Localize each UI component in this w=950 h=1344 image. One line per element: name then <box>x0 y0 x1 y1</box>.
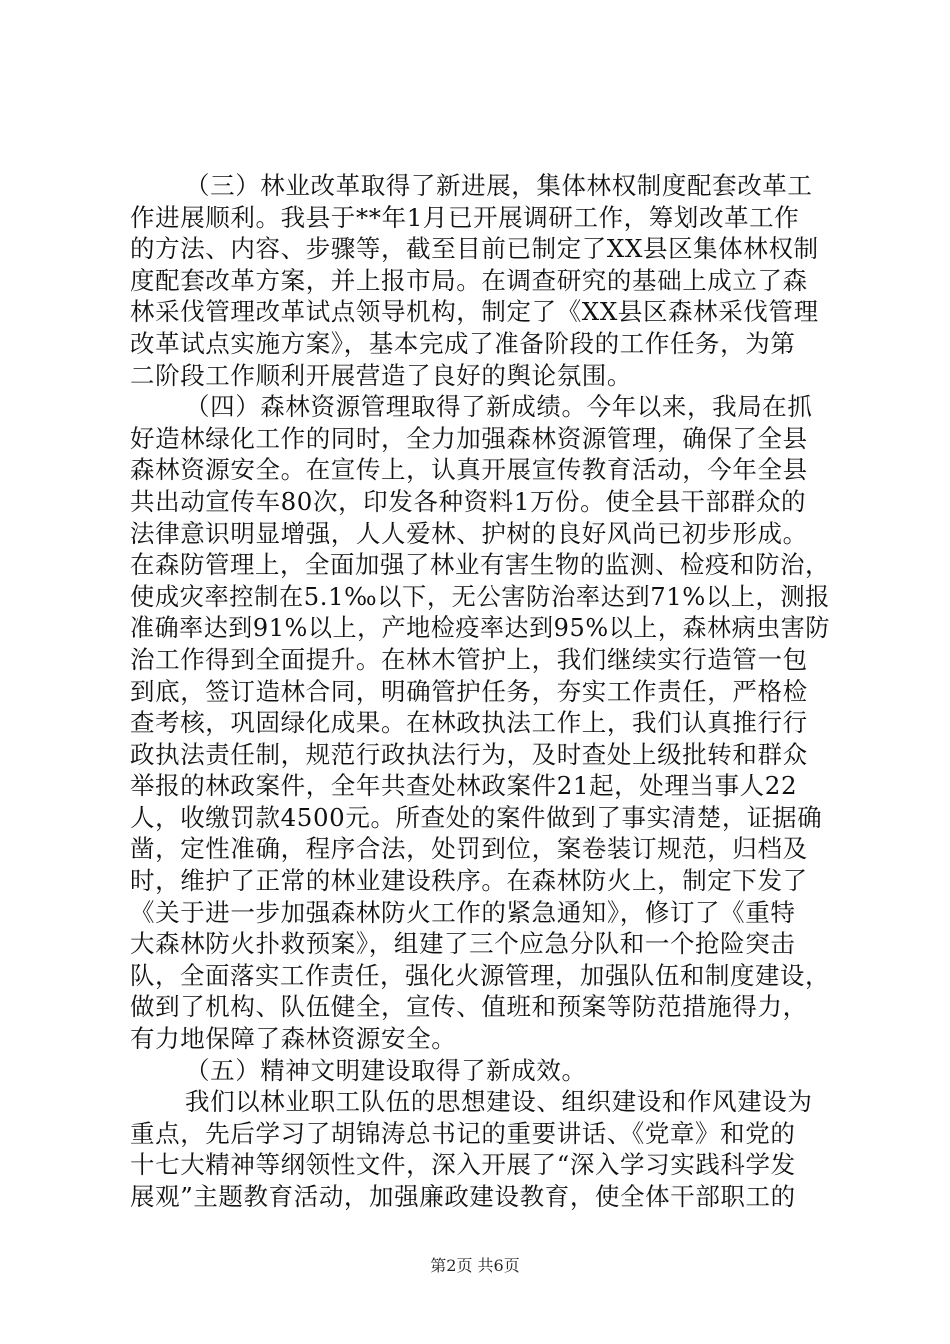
paragraph-line: 我们以林业职工队伍的思想建设、组织建设和作风建设为 <box>185 1087 813 1117</box>
paragraph-line: 《关于进一步加强森林防火工作的紧急通知》，修订了《重特 <box>130 897 796 927</box>
paragraph-line: 到底，签订造林合同，明确管护任务，夯实工作责任，严格检 <box>130 676 808 706</box>
paragraph-line: 凿，定性准确，程序合法，处罚到位，案卷装订规范，归档及 <box>130 834 808 864</box>
paragraph-line: 人，收缴罚款4500元。所查处的案件做到了事实清楚，证据确 <box>130 802 823 832</box>
paragraph-line: 的方法、内容、步骤等，截至目前已制定了XX县区集体林权制 <box>130 234 819 264</box>
paragraph-line: 重点，先后学习了胡锦涛总书记的重要讲话、《党章》和党的 <box>130 1118 796 1148</box>
paragraph-line: 度配套改革方案，并上报市局。在调查研究的基础上成立了森 <box>130 265 808 295</box>
paragraph-line: 做到了机构、队伍健全，宣传、值班和预案等防范措施得力， <box>130 992 808 1022</box>
paragraph-line: 十七大精神等纲领性文件，深入开展了“深入学习实践科学发 <box>130 1150 796 1180</box>
paragraph-line: （三）林业改革取得了新进展，集体林权制度配套改革工 <box>185 171 813 200</box>
paragraph-line: （四）森林资源管理取得了新成绩。今年以来，我局在抓 <box>185 392 813 422</box>
paragraph-line: 治工作得到全面提升。在林木管护上，我们继续实行造管一包 <box>130 644 808 674</box>
section-heading: （五）精神文明建设取得了新成效。 <box>185 1055 587 1085</box>
paragraph-line: 队，全面落实工作责任，强化火源管理，加强队伍和制度建设， <box>130 960 830 990</box>
paragraph-line: 举报的林政案件，全年共查处林政案件21起，处理当事人22 <box>130 771 798 801</box>
paragraph-line: 好造林绿化工作的同时，全力加强森林资源管理，确保了全县 <box>130 423 808 453</box>
paragraph-line: 大森林防火扑救预案》，组建了三个应急分队和一个抢险突击 <box>130 929 796 959</box>
paragraph-line: 在森防管理上，全面加强了林业有害生物的监测、检疫和防治， <box>130 550 830 580</box>
paragraph-line: 二阶段工作顺利开展营造了良好的舆论氛围。 <box>130 360 632 390</box>
paragraph-line: 查考核，巩固绿化成果。在林政执法工作上，我们认真推行行 <box>130 708 808 738</box>
paragraph-line: 共出动宣传车80次，印发各种资料1万份。使全县干部群众的 <box>130 486 807 516</box>
paragraph-line: 作进展顺利。我县于**年1月已开展调研工作，筹划改革工作 <box>130 202 800 232</box>
paragraph-line: 时，维护了正常的林业建设秩序。在森林防火上，制定下发了 <box>130 866 808 896</box>
document-body <box>130 170 830 1213</box>
paragraph-line: 准确率达到91%以上，产地检疫率达到95%以上，森林病虫害防 <box>130 613 830 643</box>
paragraph-line: 林采伐管理改革试点领导机构，制定了《XX县区森林采伐管理 <box>130 297 819 327</box>
paragraph-line: 改革试点实施方案》，基本完成了准备阶段的工作任务，为第 <box>130 328 796 358</box>
paragraph-line: 森林资源安全。在宣传上，认真开展宣传教育活动，今年全县 <box>130 455 808 485</box>
paragraph-line: 法律意识明显增强，人人爱林、护树的良好风尚已初步形成。 <box>130 518 808 548</box>
paragraph-line: 展观”主题教育活动，加强廉政建设教育，使全体干部职工的 <box>130 1182 796 1211</box>
paragraph-line: 政执法责任制，规范行政执法行为，及时查处上级批转和群众 <box>130 739 808 769</box>
paragraph-line: 有力地保障了森林资源安全。 <box>130 1024 457 1054</box>
page-number-footer: 第2页 共6页 <box>430 1256 520 1275</box>
paragraph-line: 使成灾率控制在5.1‰以下，无公害防治率达到71%以上，测报 <box>130 581 831 611</box>
